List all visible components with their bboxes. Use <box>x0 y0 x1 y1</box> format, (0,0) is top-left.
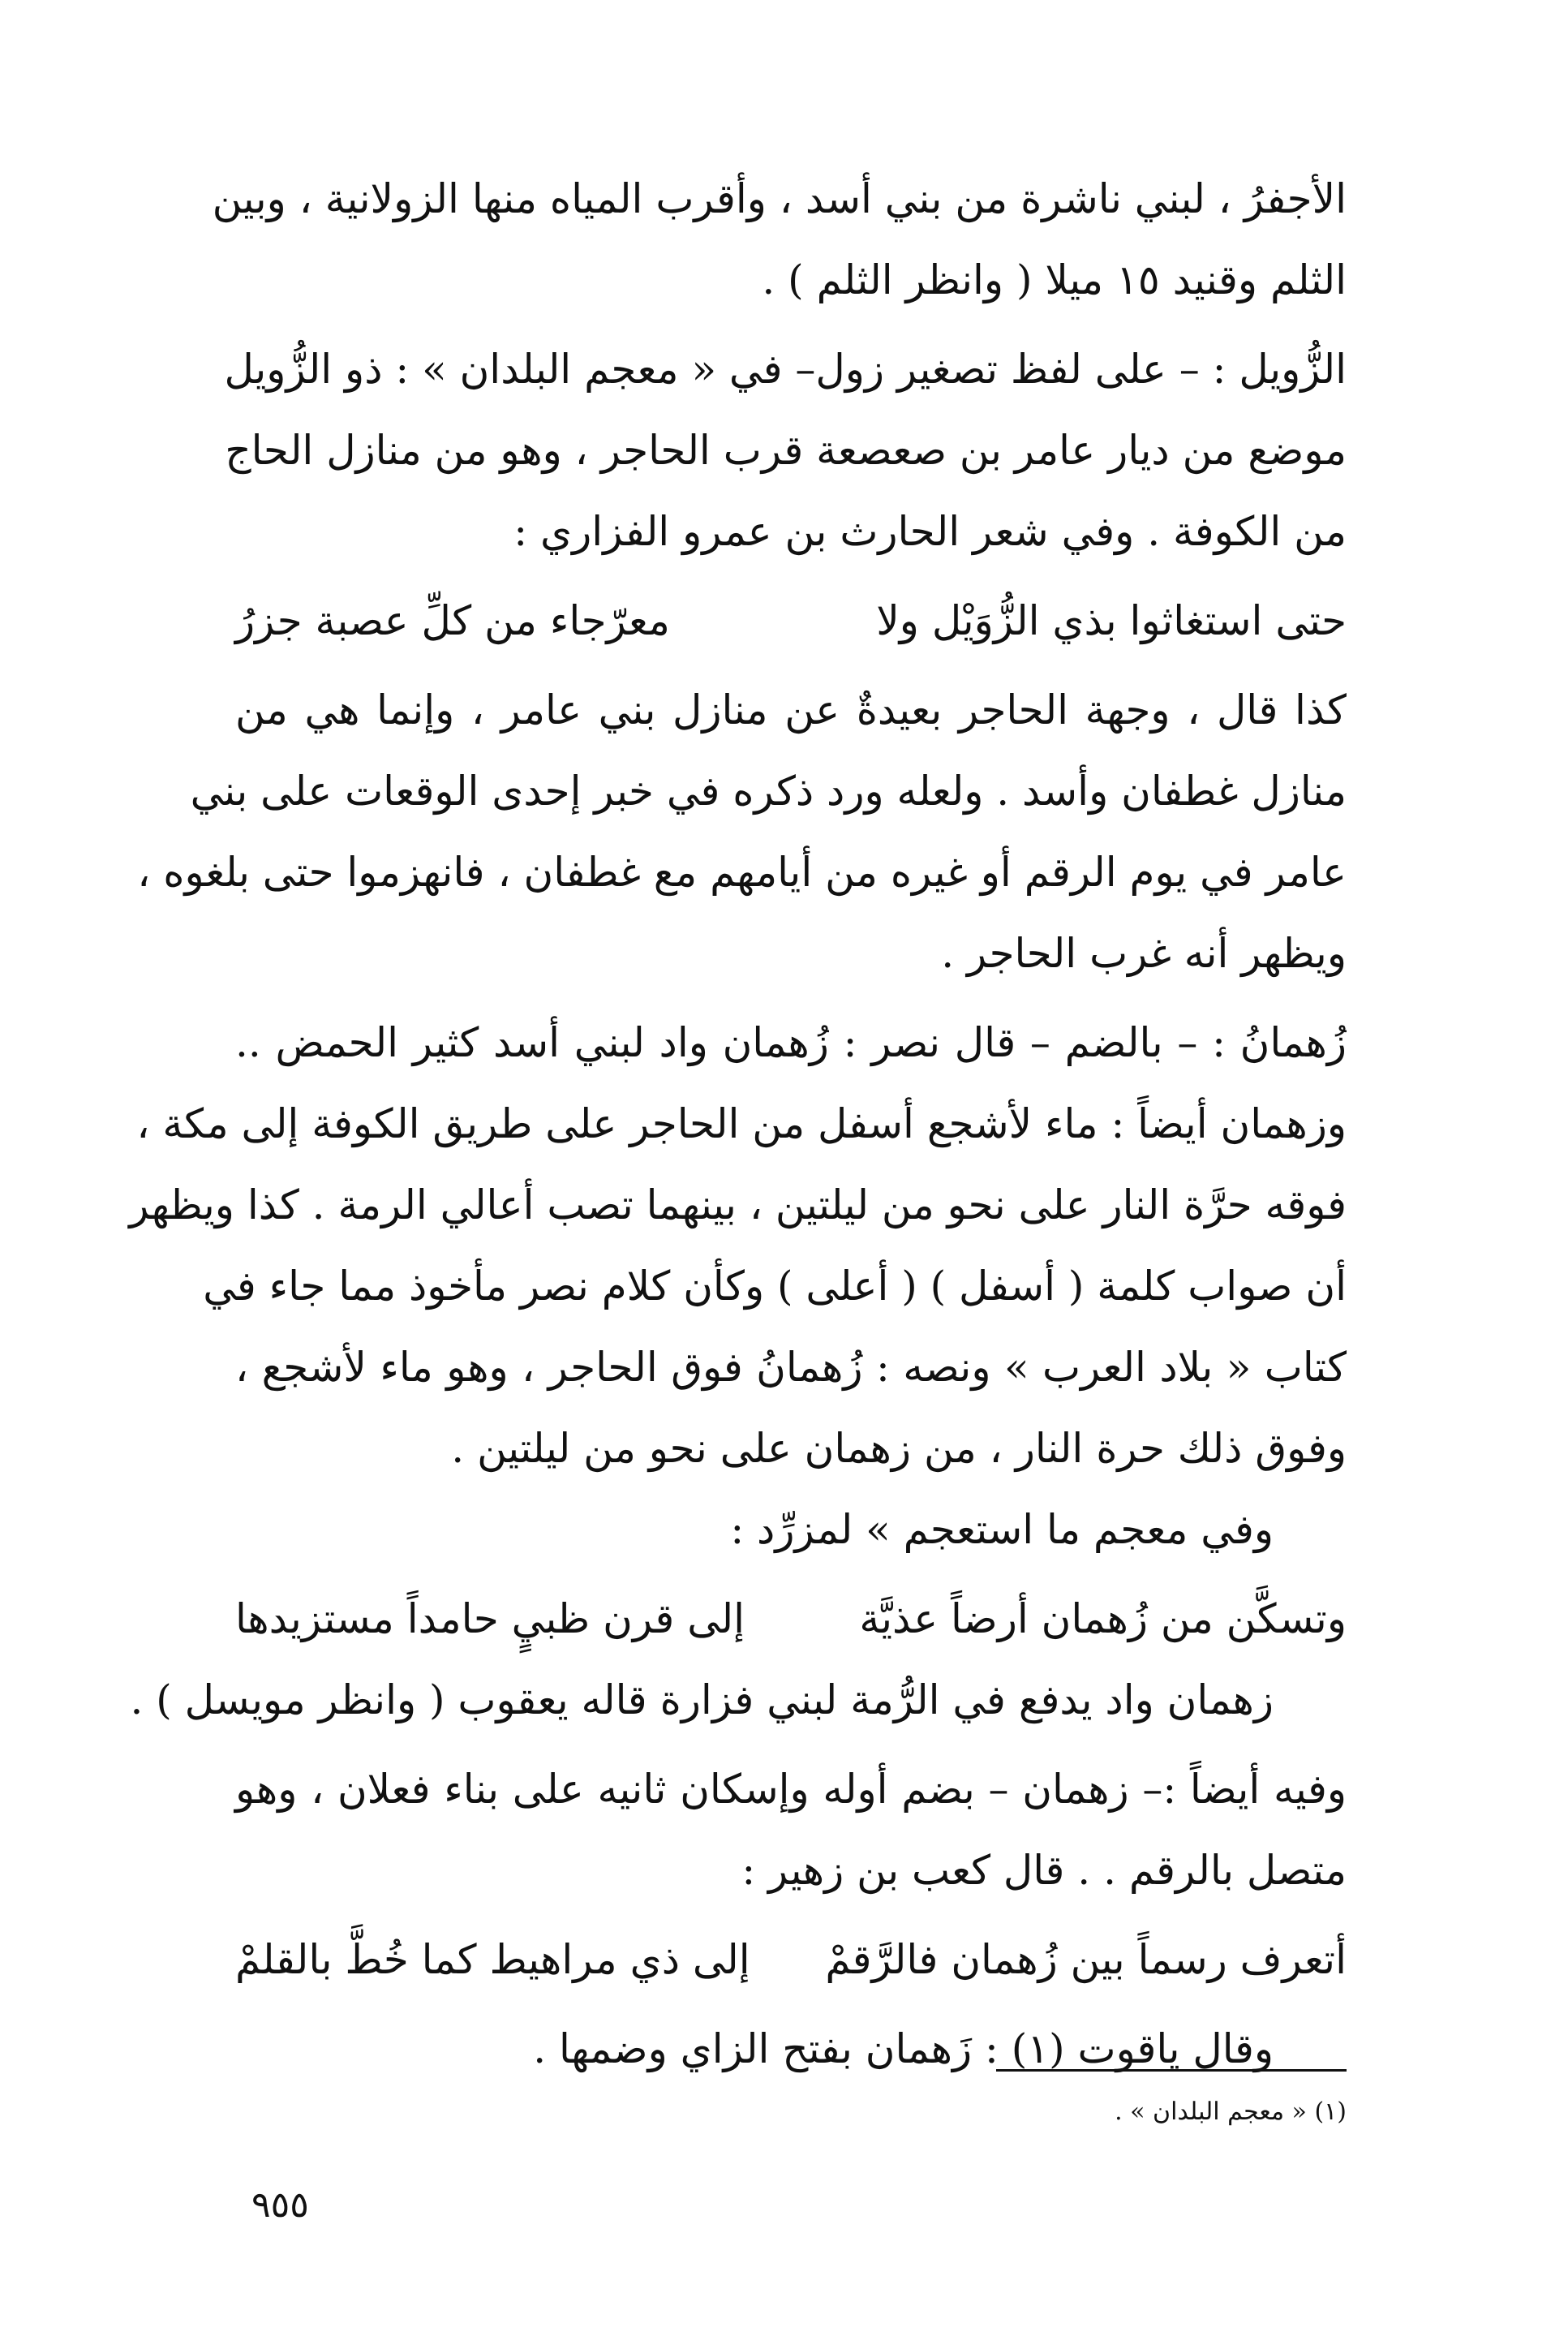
text-line: زهمان واد يدفع في الرُّمة لبني فزارة قاله يعقوب ( وانظر مويسل ) . <box>130 1676 1274 1723</box>
poetry-verse <box>235 580 1347 661</box>
text-line: أن صواب كلمة ( أسفل ) ( أعلى ) وكأن كلام نصر مأخوذ مما جاء في <box>203 1263 1347 1310</box>
text-line: وقال ياقوت (١) : زَهمان بفتح الزاي وضمها . <box>533 2025 1274 2072</box>
footnote-separator <box>996 2069 1347 2072</box>
text-line: متصل بالرقم . . قال كعب بن زهير : <box>741 1847 1347 1894</box>
text-line: زُهمانُ : – بالضم – قال نصر : زُهمان واد لبني أسد كثير الحمض .. <box>235 1019 1347 1066</box>
text-line: كذا قال ، وجهة الحاجر بعيدةٌ عن منازل بني عامر ، وإنما هي من <box>235 686 1347 734</box>
text-line: الثلم وقنيد ١٥ ميلا ( وانظر الثلم ) . <box>762 256 1347 303</box>
verse-first-hemistich: وتسكَّن من زُهمان أرضاً عذيَّة <box>859 1595 1347 1642</box>
footnote: (١) « معجم البلدان » . <box>1115 2098 1347 2126</box>
text-line: الزُّويل : – على لفظ تصغير زول– في « معجم البلدان » : ذو الزُّويل <box>224 346 1347 393</box>
text-line: وفي معجم ما استعجم » لمزرِّد : <box>730 1506 1274 1553</box>
text-line: وزهمان أيضاً : ماء لأشجع أسفل من الحاجر على طريق الكوفة إلى مكة ، <box>136 1100 1347 1147</box>
verse-second-hemistich: معرّجاء من كلِّ عصبة جزرُ <box>235 597 670 644</box>
poetry-verse <box>235 1919 1347 2000</box>
verse-first-hemistich: حتى استغاثوا بذي الزُّوَيْل ولا <box>876 597 1347 644</box>
verse-second-hemistich: إلى قرن ظبيٍ حامداً مستزيدها <box>235 1595 745 1642</box>
paragraph-zuhman-2 <box>235 1749 1347 1911</box>
paragraph-zuhman <box>129 1002 1347 1570</box>
text-line: منازل غطفان وأسد . ولعله ورد ذكره في خبر إحدى الوقعات على بني <box>190 768 1347 815</box>
text-line: موضع من ديار عامر بن صعصعة قرب الحاجر ، وهو من منازل الحاج <box>225 427 1347 474</box>
paragraph-al-zuwayl <box>224 329 1347 572</box>
verse-first-hemistich: أتعرف رسماً بين زُهمان فالرَّقمْ <box>825 1936 1347 1983</box>
text-line: الأجفرُ ، لبني ناشرة من بني أسد ، وأقرب المياه منها الزولانية ، وبين <box>212 175 1347 222</box>
text-line: ويظهر أنه غرب الحاجر . <box>941 930 1347 977</box>
poetry-verse <box>235 1578 1347 1659</box>
main-text <box>129 158 1347 2089</box>
text-line: وفيه أيضاً :– زهمان – بضم أوله وإسكان ثانيه على بناء فعلان ، وهو <box>235 1766 1347 1813</box>
text-line: فوقه حرَّة النار على نحو من ليلتين ، بينهما تصب أعالي الرمة . كذا ويظهر <box>129 1181 1347 1228</box>
paragraph-al-ajfar <box>212 158 1347 321</box>
text-line: وفوق ذلك حرة النار ، من زهمان على نحو من ليلتين . <box>451 1425 1347 1472</box>
verse-second-hemistich: إلى ذي مراهيط كما خُطَّ بالقلمْ <box>235 1936 750 1983</box>
text-line: كتاب « بلاد العرب » ونصه : زُهمانُ فوق الحاجر ، وهو ماء لأشجع ، <box>235 1344 1347 1391</box>
text-line: عامر في يوم الرقم أو غيره من أيامهم مع غطفان ، فانهزموا حتى بلغوه ، <box>137 849 1347 896</box>
text-line: من الكوفة . وفي شعر الحارث بن عمرو الفزاري : <box>513 508 1347 555</box>
page-number: ٩٥٥ <box>251 2184 309 2226</box>
paragraph-commentary <box>137 669 1347 994</box>
